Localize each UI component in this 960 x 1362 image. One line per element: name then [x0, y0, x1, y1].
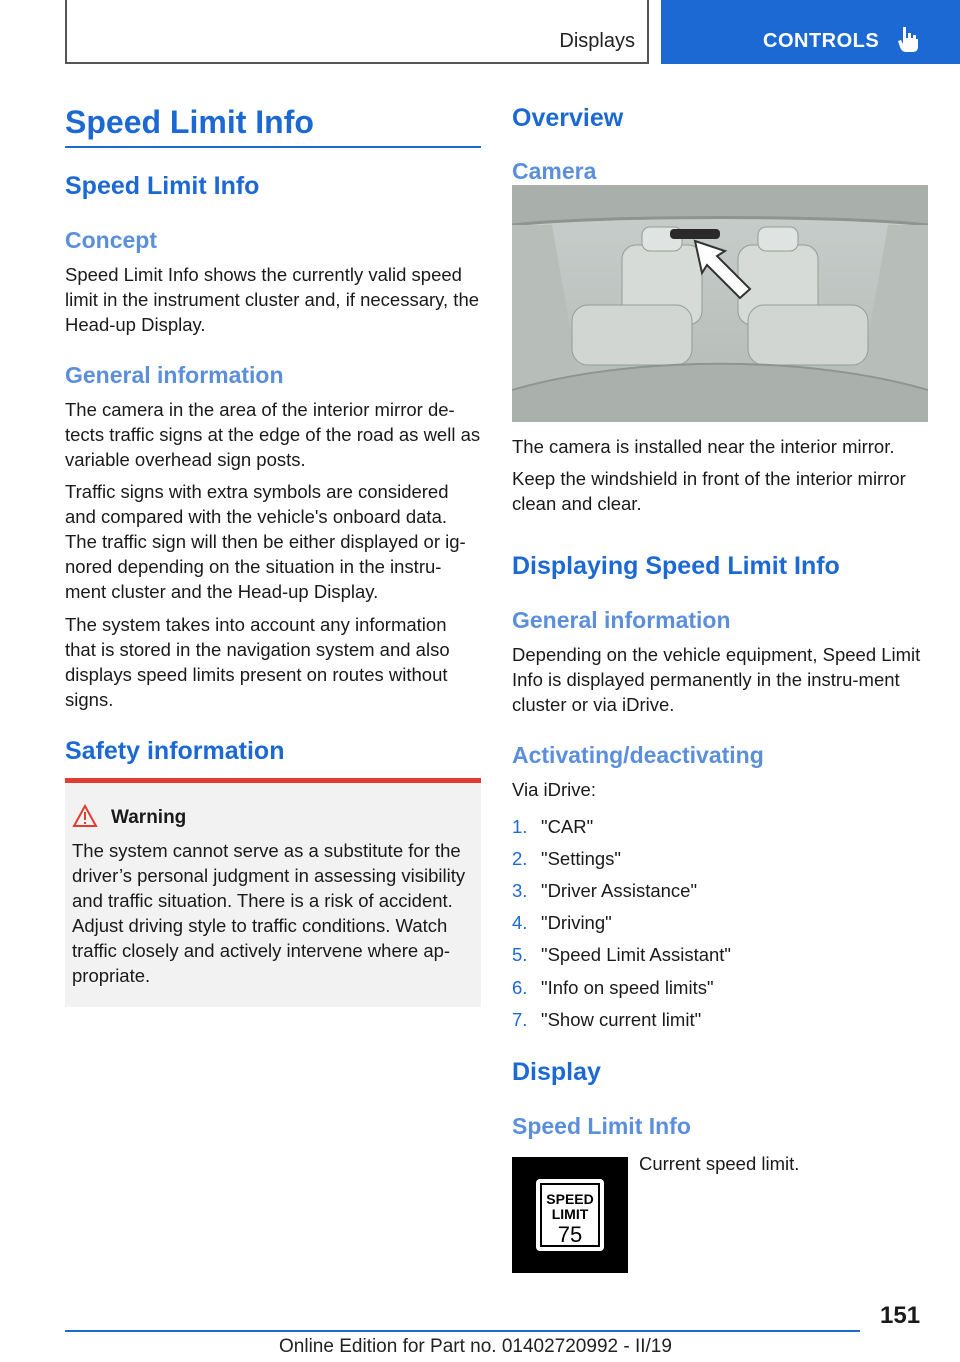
- warning-text: The system cannot serve as a substitute for the driver’s personal judgment in assessing visibility and traffic situation. There is a risk of accident. Adjust driving style to traffic conditions. Watch traffic closely and actively intervene where ap-propriate.: [72, 840, 466, 986]
- step-text: "Speed Limit Assistant": [541, 944, 732, 965]
- warning-title: Warning: [111, 807, 187, 828]
- heading-camera: Camera: [512, 158, 597, 184]
- step-number: 7.: [512, 1009, 528, 1030]
- section-heading-speed-limit-info: Speed Limit Info: [65, 172, 260, 200]
- sign-speed-value: 75: [557, 1222, 583, 1247]
- heading-safety-information: Safety information: [65, 737, 285, 765]
- step-number: 3.: [512, 880, 528, 901]
- speed-limit-caption: Current speed limit.: [639, 1153, 800, 1174]
- heading-overview: Overview: [512, 104, 624, 132]
- step-text: "Info on speed limits": [541, 977, 714, 998]
- title-divider: [65, 146, 481, 148]
- page-number: 151: [880, 1302, 921, 1329]
- general-info-paragraph: Depending on the vehicle equipment, Speed Limit Info is displayed permanently in the instru-ment cluster or via iDrive.: [512, 644, 921, 715]
- step-text: "Driving": [541, 912, 612, 933]
- general-paragraph-1: The camera in the area of the interior mirror de-tects traffic signs at the edge of the road as well as variable overhead sign posts.: [65, 399, 481, 470]
- header-chapter-label: CONTROLS: [763, 30, 880, 52]
- camera-paragraph-2: Keep the windshield in front of the interior mirror clean and clear.: [512, 468, 906, 514]
- speed-limit-sign-plate: [536, 1179, 604, 1251]
- step-text: "CAR": [541, 816, 594, 837]
- heading-displaying-speed-limit-info: Displaying Speed Limit Info: [512, 552, 840, 580]
- warning-triangle-icon: [72, 804, 98, 828]
- header-chapter-tab: [661, 0, 960, 64]
- general-paragraph-2: Traffic signs with extra symbols are considered and compared with the vehicle's onboard data. The traffic sign will then be either displayed or ig-nored depending on the situation in the instru-ment cluster and the Head-up Display.: [65, 481, 466, 602]
- step-number: 4.: [512, 912, 528, 933]
- hand-pointer-icon: [895, 25, 921, 53]
- step-text: "Show current limit": [541, 1009, 702, 1030]
- sign-speed-text: SPEED: [546, 1191, 594, 1207]
- general-paragraph-3: The system takes into account any information that is stored in the navigation system and also displays speed limits present on routes without signs.: [65, 614, 450, 710]
- speed-limit-sign-image: [512, 1157, 628, 1273]
- step-number: 2.: [512, 848, 528, 869]
- step-number: 1.: [512, 816, 528, 837]
- header-section-tab: [65, 0, 649, 64]
- camera-location-illustration: [512, 185, 928, 422]
- heading-general-information-right: General information: [512, 607, 731, 633]
- header-section-label: Displays: [559, 30, 635, 52]
- heading-activating-deactivating: Activating/deactivating: [512, 742, 764, 768]
- step-text: "Settings": [541, 848, 621, 869]
- heading-display: Display: [512, 1058, 601, 1086]
- heading-general-information: General information: [65, 362, 284, 388]
- sign-limit-text: LIMIT: [551, 1206, 589, 1222]
- page-title: Speed Limit Info: [65, 104, 314, 140]
- via-idrive-label: Via iDrive:: [512, 779, 596, 800]
- footer-edition-text: Online Edition for Part no. 01402720992 - II/19: [279, 1336, 672, 1357]
- step-text: "Driver Assistance": [541, 880, 698, 901]
- camera-paragraph-1: The camera is installed near the interior mirror.: [512, 436, 895, 457]
- step-number: 5.: [512, 944, 528, 965]
- heading-concept: Concept: [65, 227, 157, 253]
- footer-divider: [65, 1330, 860, 1332]
- step-number: 6.: [512, 977, 528, 998]
- concept-paragraph: Speed Limit Info shows the currently valid speed limit in the instrument cluster and, if necessary, the Head-up Display.: [65, 264, 480, 335]
- heading-speed-limit-info-display: Speed Limit Info: [512, 1113, 691, 1139]
